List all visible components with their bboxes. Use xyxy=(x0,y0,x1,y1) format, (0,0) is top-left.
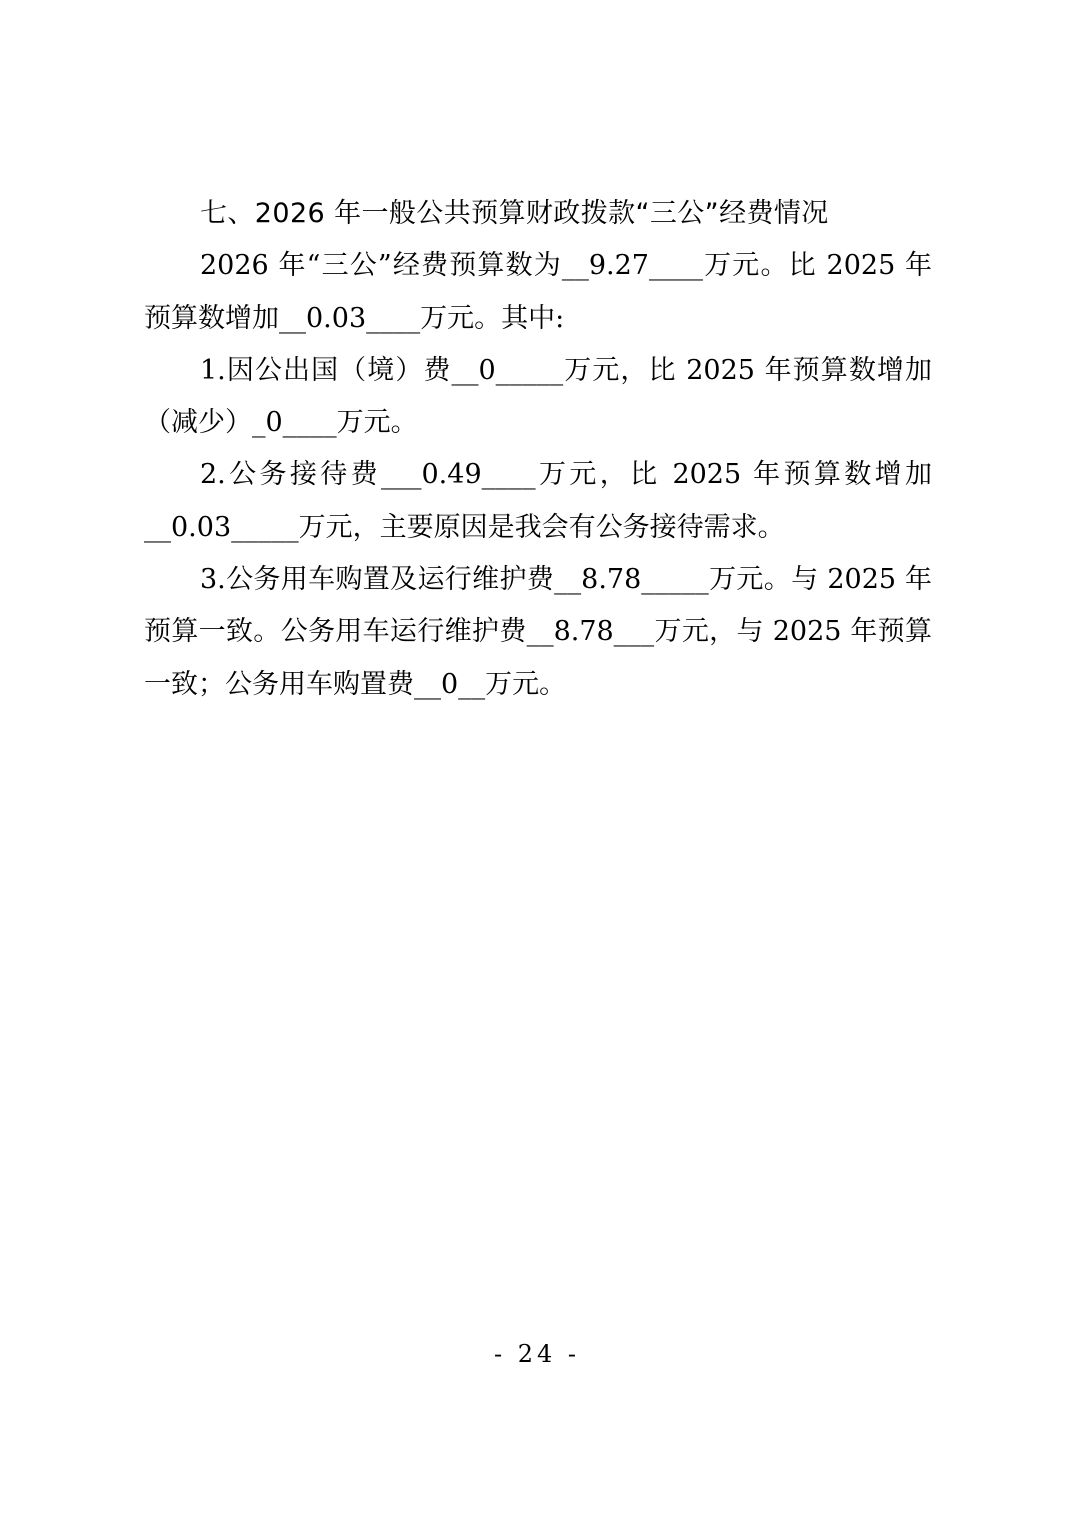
paragraph-total: 2026 年“三公”经费预算数为__9.27____万元。比 2025 年预算数增加__0.03____万元。其中: xyxy=(144,250,932,334)
section-body xyxy=(144,188,932,711)
paragraph-vehicles: 3.公务用车购置及运行维护费__8.78_____万元。与 2025 年预算一致。公务用车运行维护费__8.78___万元，与 2025 年预算一致；公务用车购置费__0__万元。 xyxy=(144,564,932,700)
page-number: - 24 - xyxy=(493,1340,580,1368)
paragraph-overseas: 1.因公出国（境）费__0_____万元，比 2025 年预算数增加（减少）_0____万元。 xyxy=(144,354,932,439)
section-heading: 七、2026 年一般公共预算财政拨款“三公”经费情况 xyxy=(200,198,829,229)
paragraph-reception: 2.公务接待费___0.49____万元，比 2025 年预算数增加__0.03_____万元，主要原因是我会有公务接待需求。 xyxy=(144,459,932,543)
